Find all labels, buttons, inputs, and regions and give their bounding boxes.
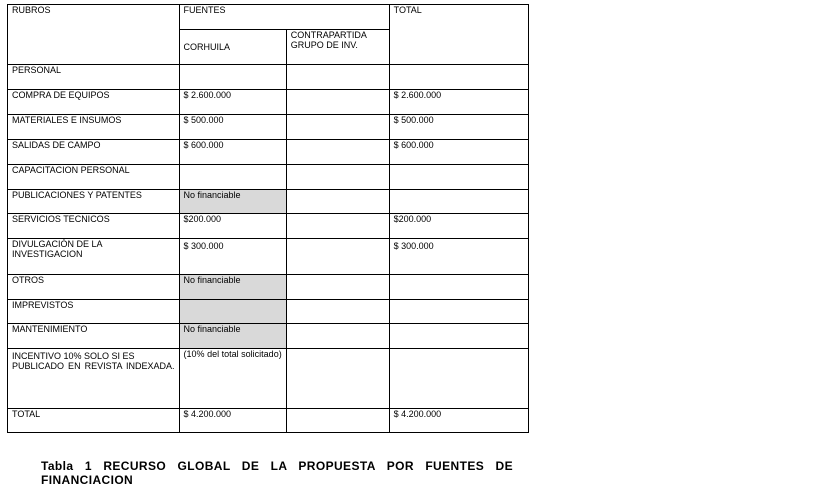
- corhuila-cell: $ 600.000: [179, 140, 286, 165]
- table-row: [8, 65, 529, 90]
- corhuila-cell: $ 500.000: [179, 115, 286, 140]
- table-row: [8, 90, 529, 115]
- total-cell: $ 500.000: [389, 115, 528, 140]
- header-fuentes: FUENTES: [179, 5, 389, 30]
- header-total: TOTAL: [389, 5, 528, 65]
- table-row: [8, 115, 529, 140]
- table-row: [8, 165, 529, 190]
- rubro-cell: OTROS: [8, 275, 180, 300]
- rubro-cell: PERSONAL: [8, 65, 180, 90]
- table-row: [8, 409, 529, 433]
- table-row: [8, 300, 529, 324]
- table-row: [8, 190, 529, 214]
- corhuila-cell: [179, 65, 286, 90]
- total-cell: [389, 65, 528, 90]
- rubro-cell: INCENTIVO 10% SOLO SI ES PUBLICADO EN REVISTA INDEXADA.: [8, 349, 180, 409]
- total-cell: [389, 165, 528, 190]
- contrapartida-cell: [286, 239, 389, 275]
- corhuila-cell: $200.000: [179, 214, 286, 239]
- corhuila-cell: [179, 165, 286, 190]
- contrapartida-cell: [286, 165, 389, 190]
- corhuila-cell: $ 4.200.000: [179, 409, 286, 433]
- table-caption: Tabla 1 RECURSO GLOBAL DE LA PROPUESTA POR FUENTES DE FINANCIACION: [41, 459, 513, 487]
- rubro-cell: MANTENIMIENTO: [8, 324, 180, 349]
- corhuila-cell: $ 2.600.000: [179, 90, 286, 115]
- rubro-cell: TOTAL: [8, 409, 180, 433]
- total-cell: [389, 300, 528, 324]
- corhuila-cell: (10% del total solicitado): [179, 349, 286, 409]
- corhuila-cell-shaded: No financiable: [179, 190, 286, 214]
- rubro-cell: SALIDAS DE CAMPO: [8, 140, 180, 165]
- rubro-cell: IMPREVISTOS: [8, 300, 180, 324]
- contrapartida-cell: [286, 409, 389, 433]
- rubro-cell: PUBLICACIONES Y PATENTES: [8, 190, 180, 214]
- contrapartida-cell: [286, 300, 389, 324]
- header-contrapartida: CONTRAPARTIDA GRUPO DE INV.: [286, 30, 389, 65]
- table-row: [8, 324, 529, 349]
- contrapartida-cell: [286, 140, 389, 165]
- table-row: [8, 239, 529, 275]
- table-row: [8, 275, 529, 300]
- header-rubros: RUBROS: [8, 5, 180, 65]
- corhuila-cell-shaded: [179, 300, 286, 324]
- rubro-cell: SERVICIOS TECNICOS: [8, 214, 180, 239]
- rubro-cell: MATERIALES E INSUMOS: [8, 115, 180, 140]
- total-cell: $ 600.000: [389, 140, 528, 165]
- contrapartida-cell: [286, 324, 389, 349]
- contrapartida-cell: [286, 214, 389, 239]
- table-row: [8, 349, 529, 409]
- corhuila-cell: $ 300.000: [179, 239, 286, 275]
- contrapartida-cell: [286, 349, 389, 409]
- corhuila-cell-shaded: No financiable: [179, 324, 286, 349]
- header-corhuila: CORHUILA: [179, 30, 286, 65]
- total-cell: $200.000: [389, 214, 528, 239]
- contrapartida-cell: [286, 115, 389, 140]
- total-cell: [389, 275, 528, 300]
- rubro-cell: CAPACITACION PERSONAL: [8, 165, 180, 190]
- contrapartida-cell: [286, 190, 389, 214]
- total-cell: $ 300.000: [389, 239, 528, 275]
- total-cell: $ 4.200.000: [389, 409, 528, 433]
- contrapartida-cell: [286, 275, 389, 300]
- table-row: [8, 140, 529, 165]
- contrapartida-cell: [286, 90, 389, 115]
- total-cell: [389, 349, 528, 409]
- corhuila-cell-shaded: No financiable: [179, 275, 286, 300]
- total-cell: [389, 324, 528, 349]
- total-cell: $ 2.600.000: [389, 90, 528, 115]
- rubro-cell: COMPRA DE EQUIPOS: [8, 90, 180, 115]
- contrapartida-cell: [286, 65, 389, 90]
- budget-table: [7, 4, 529, 433]
- table-row: [8, 214, 529, 239]
- total-cell: [389, 190, 528, 214]
- rubro-cell: DIVULGACIÓN DE LA INVESTIGACION: [8, 239, 180, 275]
